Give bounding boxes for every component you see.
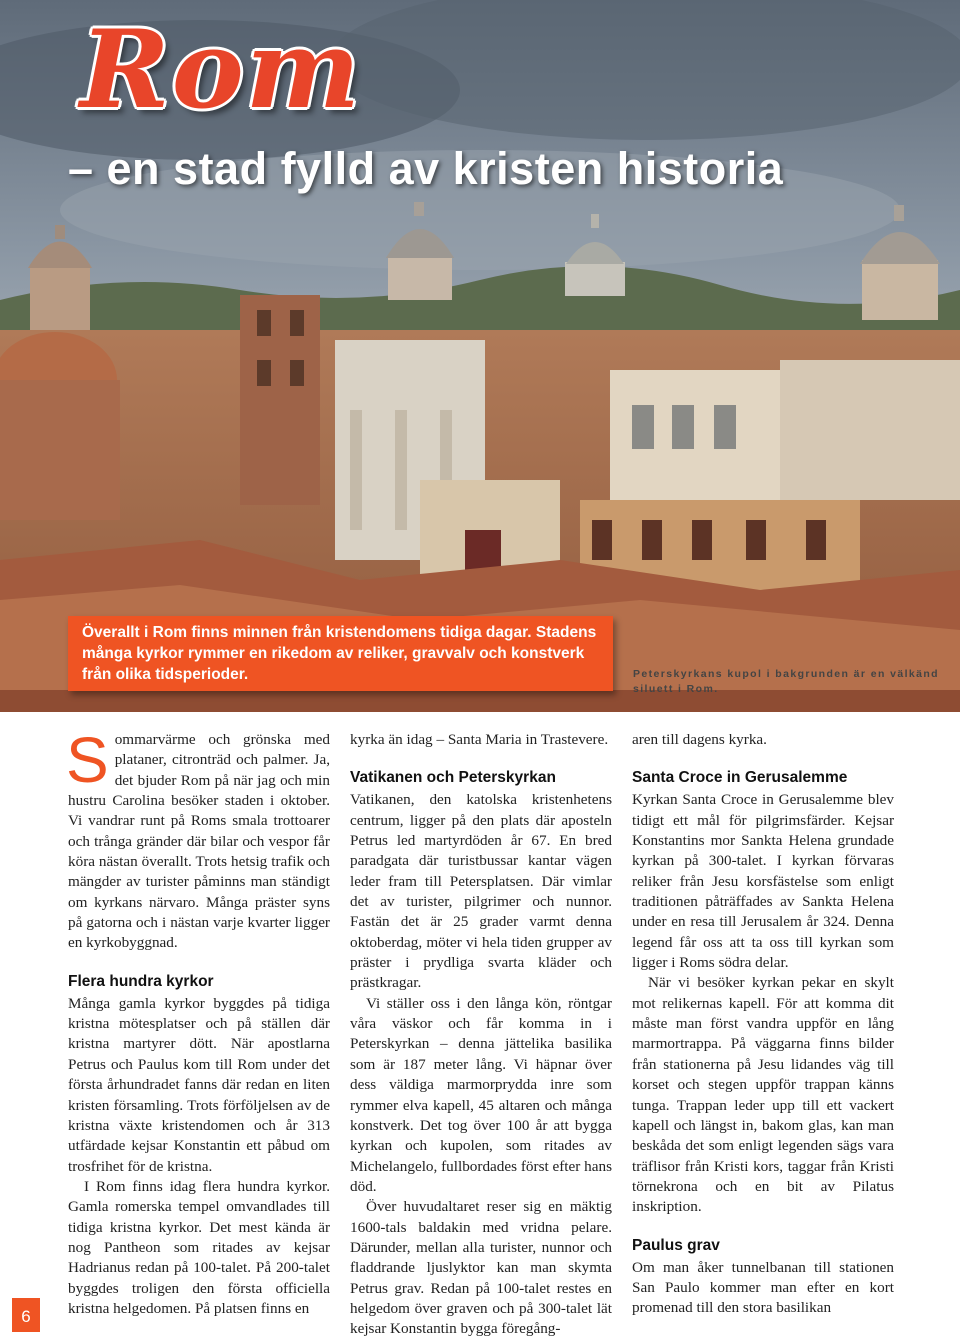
paragraph: kyrka än idag – Santa Maria in Trastevere.	[350, 731, 609, 748]
section-heading: Flera hundra kyrkor	[68, 972, 214, 990]
section-heading: Vatikanen och Peterskyrkan	[350, 769, 556, 787]
lead-box	[68, 616, 613, 691]
paragraph: När vi besöker kyrkan pekar en skylt mot relikernas kapell. För att komma dit måste man först vandra uppför en lång marmortrappa. På väggarna finns bilder från stationerna på Jesu lidandes väg till korset och stegen uppför trappan känns tunga. Trappan leder upp till ett vackert kapell och längst in, bakom glas, kan man beskåda det som enligt legenden sägs vara träflisor från Kristi kors, taggar från Kristi törnekrona och en bit av Pilatus inskription.	[632, 974, 894, 1216]
paragraph: Många gamla kyrkor byggdes på tidiga kristna mötesplatser och på ställen där kristna martyrer dött. När apostlarna Petrus och Paulus kom till Rom under det första århundradet fanns där redan en liten kristen församling. Trots förföljelsen av de kristna växte kristendomen och år 313 utfärdade kejsar Konstantin ett påbud om trosfrihet för de kristna.	[68, 994, 330, 1175]
paragraph: aren till dagens kyrka.	[632, 731, 767, 748]
paragraph: Vi ställer oss i den långa kön, röntgar våra väskor och får komma in i Peterskyrkan – denna jättelika basilika som är 187 meter lång. Vi häpnar över dess väldiga marmorprydda inre som rymmer elva kapell, 45 altaren och många konstverk. Det tog över 100 år att bygga kyrkan och kupolen, som ritades av Michelangelo, fullbordades först efter hans död.	[350, 994, 612, 1195]
paragraph: Om man åker tunnelbanan till stationen San Paulo kommer man efter en kort promenad till den stora basilikan	[632, 1258, 894, 1317]
article-column-1	[66, 724, 330, 1319]
page-title: Rom	[80, 7, 363, 133]
page-number: 6	[12, 1298, 40, 1332]
dropcap: S	[66, 724, 109, 796]
photo-caption: Peterskyrkans kupol i bakgrunden är en välkänd siluett i Rom.	[633, 668, 939, 695]
paragraph: Vatikanen, den katolska kristenhetens centrum, ligger på den plats där aposteln Petrus led martyrdöden år 67. En bred paradgata där turistbussar kantar vägen leder fram till Petersplatsen. Där vimlar det av turister, pilgrimer och nunnor. Fastän det är 25 grader varmt denna oktoberdag, möter vi hela tiden grupper av präster i prydliga svarta kläder och prästkragar.	[350, 791, 612, 992]
intro-text: ommarvärme och grönska med plataner, citronträd och palmer. Ja, det bjuder Rom på när jag och min hustru Carolina besöker staden i oktober. Vi vandrar runt på Roms smala trottoarer och trånga gränder där bilar och vespor får köra nästan överallt. Trots hetsig trafik och mängder av turister påminns man ständigt om kyrkans närvaro. Många präster syns på gatorna och i nästan varje kvarter ligger en kyrkobyggnad.	[68, 731, 330, 952]
section-heading: Santa Croce in Gerusalemme	[632, 769, 848, 787]
paragraph: I Rom finns idag flera hundra kyrkor. Gamla romerska tempel omvandlades till tidiga kristna kyrkor. Det mest kända är nog Pantheon som ritades av kejsar Hadrianus redan på 100-talet. På 200-talet byggdes troligen den första officiella kristna helgedomen. På platsen finns en	[68, 1177, 330, 1317]
article-column-3	[632, 730, 894, 1319]
paragraph: Över huvudaltaret reser sig en mäktig 1600-tals baldakin med vridna pelare. Därunder, mellan alla turister, nunnor och fladdrande ljuslyktor kan man skymta Petrus grav. Redan på 100-talet restes en helgedom över graven och på 300-talet lät kejsar Konstantin bygga föregång-	[350, 1198, 612, 1338]
lead-text: Överallt i Rom finns minnen från kristendomens tidiga dagar. Stadens många kyrkor rymmer en rikedom av reliker, gravvalv och konstverk från olika tidsperioder.	[82, 624, 597, 683]
section-heading: Paulus grav	[632, 1236, 720, 1254]
paragraph: Kyrkan Santa Croce in Gerusalemme blev tidigt ett mål för pilgrimsfärder. Kejsar Konstantins mor Sankta Helena grundade kyrkan på 300-talet. I kyrkan förvaras reliker från Jesu korsfästelse som enligt traditionen påträffades av Sankta Helena under en resa till Jerusalem år 324. Denna legend får oss att ta oss till kyrkan som ligger i Roms södra delar.	[632, 791, 894, 972]
article-column-2	[350, 730, 612, 1340]
page-subtitle: – en stad fylld av kristen historia	[68, 143, 784, 194]
